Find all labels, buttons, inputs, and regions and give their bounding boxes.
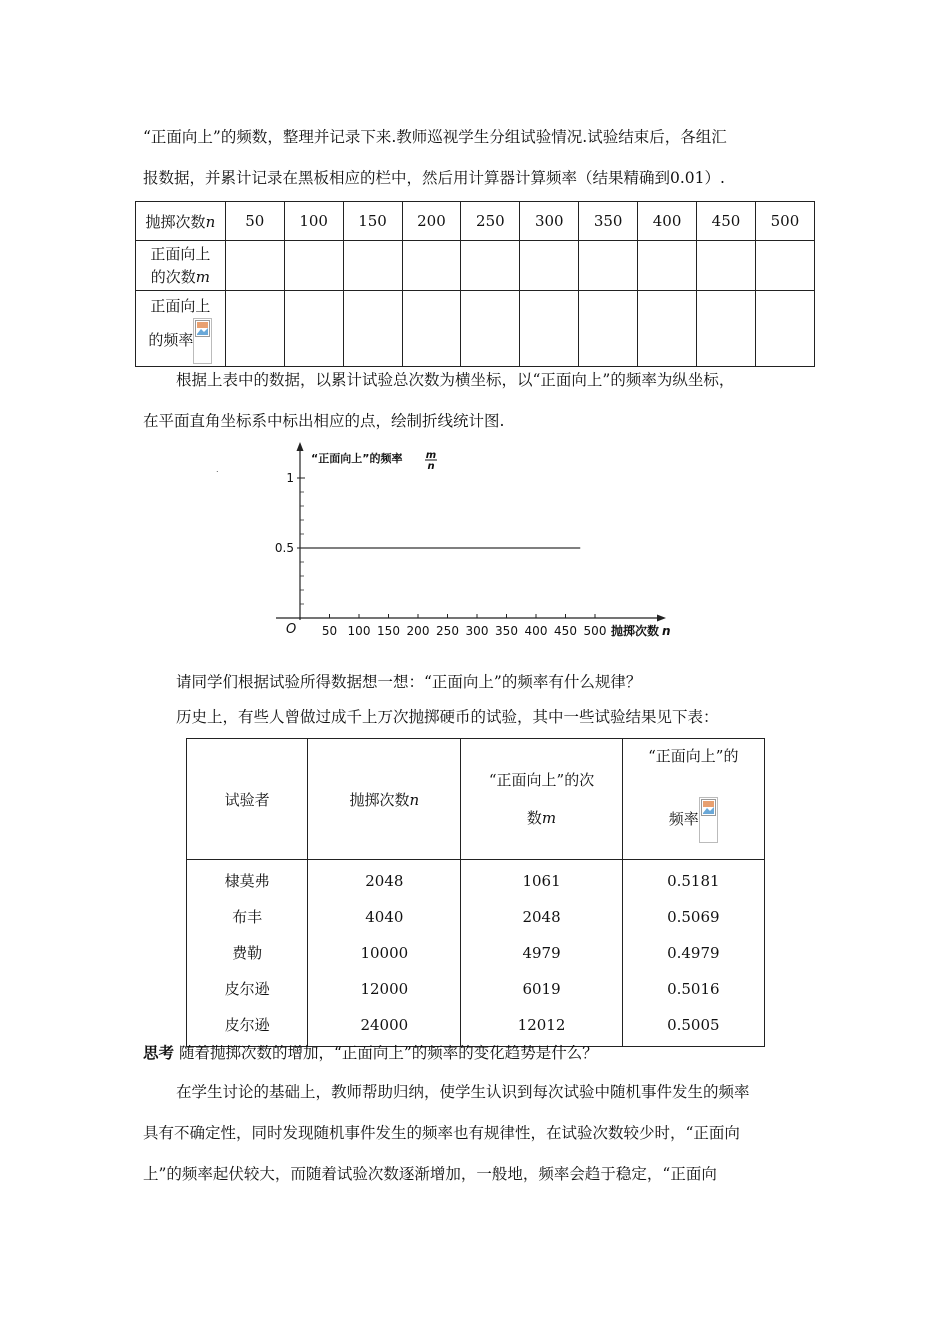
header-frequency-label-b: 频率	[668, 810, 699, 828]
throws-var: n	[205, 212, 216, 231]
think-line	[143, 1041, 598, 1065]
table-row-name: 皮尔逊	[224, 1016, 270, 1034]
table-row-heads: 12012	[517, 1016, 566, 1034]
x-axis-var: n	[662, 624, 671, 638]
heads-frequency-label-b: 的频率	[148, 330, 194, 349]
header-throws	[308, 739, 461, 860]
throws-cell: 500	[755, 202, 814, 241]
conclusion-line-2: 具有不确定性，同时发现随机事件发生的频率也有规律性，在试验次数较少时，“正面向	[143, 1124, 740, 1142]
table-row-frequency: 0.4979	[667, 944, 720, 962]
header-heads-label-b: 数	[526, 809, 542, 827]
x-tick-label: 100	[347, 624, 371, 638]
x-tick-label: 250	[436, 624, 459, 638]
table-row-frequency: 0.5016	[667, 980, 720, 998]
table-row-name: 费勒	[232, 944, 263, 962]
x-axis-label: 抛掷次数	[611, 624, 660, 638]
heads-count-label-b: 的次数	[150, 267, 196, 286]
table-row-heads: 4979	[522, 944, 561, 962]
x-tick-label: 150	[377, 624, 400, 638]
header-heads-label-a: “正面向上”的次	[488, 771, 595, 789]
x-tick-label: 200	[406, 624, 430, 638]
conclusion-line-1: 在学生讨论的基础上，教师帮助归纳，使学生认识到每次试验中随机事件发生的频率	[176, 1083, 750, 1101]
think-text: 随着抛掷次数的增加，“正面向上”的频率的变化趋势是什么？	[178, 1044, 598, 1062]
y-axis-label: “正面向上”的频率	[311, 452, 403, 465]
stray-mark: .	[216, 465, 219, 474]
y-tick-label: 1	[286, 471, 294, 485]
broken-image-icon	[699, 797, 718, 843]
y-tick-label: 0.5	[274, 541, 294, 555]
experimenter-column	[187, 860, 308, 1047]
heads-frequency-label-a: 正面向上	[150, 296, 211, 315]
data-rows-block	[187, 860, 765, 1047]
header-frequency	[622, 739, 764, 860]
throws-cell: 350	[579, 202, 638, 241]
table-row-frequency: 0.5005	[667, 1016, 720, 1034]
x-tick-label: 50	[321, 624, 338, 638]
frequency-column	[622, 860, 764, 1047]
historical-results-table	[186, 738, 765, 1047]
table-row-throws: 24000	[360, 1016, 409, 1034]
table-row-name: 棣莫弗	[224, 872, 270, 890]
throws-cell: 200	[402, 202, 461, 241]
x-tick-label: 400	[524, 624, 548, 638]
header-row	[187, 739, 765, 860]
y-label-denominator: n	[427, 461, 435, 472]
table-row-name: 皮尔逊	[224, 980, 270, 998]
table-row-frequency: 0.5181	[667, 872, 720, 890]
throws-cell: 450	[697, 202, 756, 241]
x-tick-label: 350	[495, 624, 518, 638]
table-row-heads: 6019	[522, 980, 561, 998]
para2-line-1: 根据上表中的数据，以累计试验总次数为横坐标，以“正面向上”的频率为纵坐标，	[176, 371, 735, 389]
throws-cell: 400	[638, 202, 697, 241]
table-row-throws: 12000	[360, 980, 409, 998]
throws-label: 抛掷次数	[145, 212, 206, 231]
header-throws-var: n	[409, 790, 420, 809]
throws-column	[308, 860, 461, 1047]
heads-column	[461, 860, 622, 1047]
throws-cell: 50	[225, 202, 284, 241]
table-row-throws: 4040	[365, 908, 404, 926]
intro-line-2: 报数据，并累计记录在黑板相应的栏中，然后用计算器计算频率（结果精确到0.01）.	[143, 169, 725, 187]
x-tick-label: 450	[554, 624, 577, 638]
para3: 请同学们根据试验所得数据想一想：“正面向上”的频率有什么规律？	[176, 673, 642, 691]
x-axis-arrow	[657, 615, 666, 622]
table-row-heads: 2048	[522, 908, 561, 926]
table-row-heads: 1061	[522, 872, 561, 890]
throws-cell: 300	[520, 202, 579, 241]
origin-label: O	[286, 622, 297, 637]
para2-line-2: 在平面直角坐标系中标出相应的点，绘制折线统计图.	[143, 412, 505, 430]
throws-cell: 150	[343, 202, 402, 241]
header-heads-count	[461, 739, 622, 860]
table-row-throws: 10000	[360, 944, 409, 962]
header-experimenter: 试验者	[187, 739, 308, 860]
throws-cell: 100	[284, 202, 343, 241]
table-row-frequency: 0.5069	[667, 908, 720, 926]
table-row-name: 布丰	[232, 908, 263, 926]
header-throws-label: 抛掷次数	[349, 790, 410, 809]
y-axis-arrow	[297, 442, 304, 451]
x-tick-label: 500	[583, 624, 607, 638]
throws-cell: 250	[461, 202, 520, 241]
conclusion-line-3: 上”的频率起伏较大，而随着试验次数逐渐增加，一般地，频率会趋于稳定，“正面向	[143, 1165, 717, 1183]
header-frequency-label-a: “正面向上”的	[648, 747, 739, 765]
header-heads-var: m	[541, 809, 557, 827]
y-label-numerator: m	[425, 450, 437, 461]
intro-line-1: “正面向上”的频数，整理并记录下来.教师巡视学生分组试验情况.试验结束后，各组汇	[143, 128, 727, 146]
table-row-throws: 2048	[365, 872, 404, 890]
x-tick-label: 300	[465, 624, 489, 638]
para4: 历史上，有些人曾做过成千上万次抛掷硬币的试验，其中一些试验结果见下表：	[176, 708, 719, 726]
think-label: 思考	[143, 1043, 175, 1062]
heads-count-label-a: 正面向上	[150, 244, 211, 263]
heads-count-var: m	[195, 267, 211, 286]
